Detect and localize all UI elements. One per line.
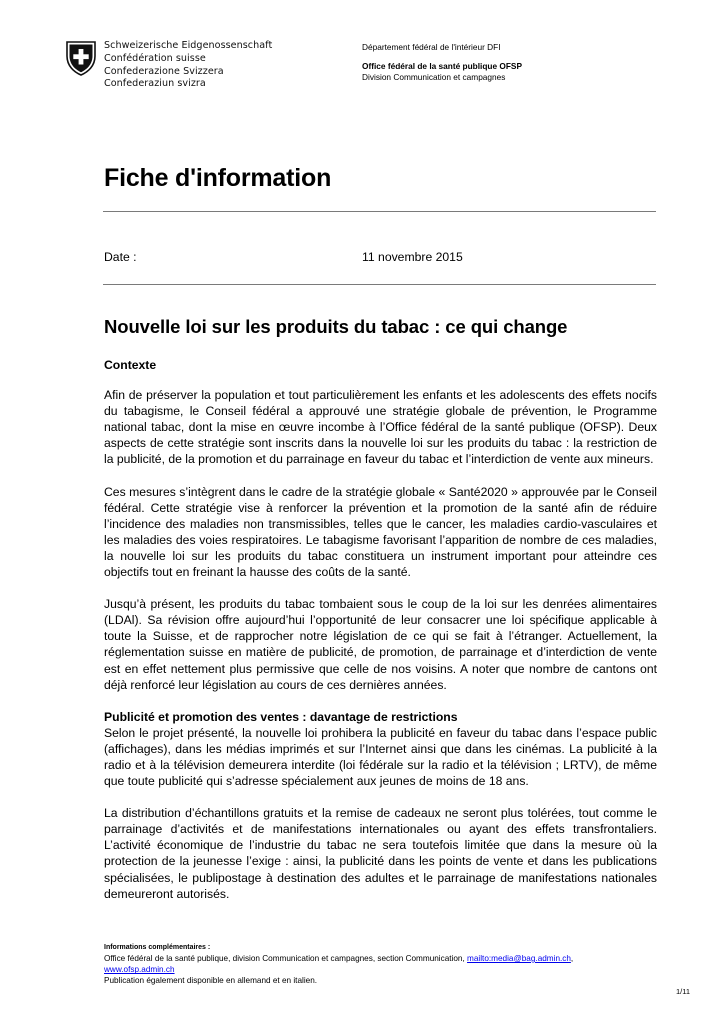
confederation-names [104, 40, 272, 91]
paragraph-context-3: Jusqu’à présent, les produits du tabac tombaient sous le coup de la loi sur les denrées alimentaires (LDAl). Sa révision offre aujourd’hui l’opportunité de leur consacrer une loi spécifique applicable à toute la Suisse, et de rapprocher notre législation de ce qui se fait à l’étranger. Actuellement, la réglementation suisse en matière de publicité, de promotion, de parrainage et d’interdiction de vente est en effet nettement plus permissive que celle de nos voisins. A noter que nombre de cantons ont déjà renforcé leur législation au cours de ces dernières années. [104, 597, 657, 692]
footer-contact-text: Office fédéral de la santé publique, division Communication et campagnes, section Communication, [104, 954, 468, 963]
division-name: Division Communication et campagnes [362, 72, 506, 82]
divider-bottom [103, 284, 656, 285]
divider-top [103, 211, 656, 212]
confederation-name-de: Schweizerische Eidgenossenschaft [104, 40, 273, 51]
paragraph-context-1: Afin de préserver la population et tout particulièrement les enfants et les adolescents des effets nocifs du tabagisme, le Conseil fédéral a approuvé une stratégie globale de prévention, le Programme national tabac, dont la mise en œuvre incombe à l’Office fédéral de la santé publique (OFSP). Deux aspects de cette stratégie sont inscrits dans la nouvelle loi sur les produits du tabac : la restriction de la publicité, de la promotion et du parrainage en faveur du tabac et l’interdiction de vente aux mineurs. [104, 388, 657, 467]
page-title: Fiche d'information [104, 164, 332, 192]
footer-contact-line [104, 953, 664, 964]
footer [104, 943, 664, 987]
email-link[interactable]: mailto:media@bag.admin.ch [467, 954, 571, 963]
confederation-name-rm: Confederaziun svizra [104, 78, 206, 90]
document-body [104, 357, 657, 902]
office-name: Office fédéral de la santé publique OFSP [362, 61, 522, 71]
page-number: 1/11 [676, 987, 691, 996]
section-heading-advertising: Publicité et promotion des ventes : davantage de restrictions [104, 709, 458, 724]
confederation-name-it: Confederazione Svizzera [104, 65, 224, 77]
website-link[interactable]: www.ofsp.admin.ch [104, 965, 175, 975]
section-heading-context: Contexte [104, 358, 157, 372]
confederation-name-fr: Confédération suisse [104, 52, 206, 64]
footer-comma: , [570, 954, 574, 963]
date-label: Date : [104, 250, 137, 264]
department-block [362, 42, 522, 83]
paragraph-advertising-1: Selon le projet présenté, la nouvelle loi prohibera la publicité en faveur du tabac dans l’espace public (affichages), dans les médias imprimés et sur l’Internet ainsi que dans les cinémas. La publicité à la radio et à la télévision demeurera interdite (loi fédérale sur la radio et la télévision ; LRTV), de même que toute publicité qui s’adresse spécialement aux jeunes de moins de 18 ans. [104, 725, 657, 789]
swiss-cross-logo [65, 40, 97, 76]
paragraph-advertising-2: La distribution d’échantillons gratuits et la remise de cadeaux ne seront plus tolérées, tout comme le parrainage d’activités et de manifestations internationales ou ayant des effets transfrontaliers. L’activité économique de l’industrie du tabac ne sera toutefois limitée que dans la mesure où la protection de la jeunesse l’exige : ainsi, la publicité dans les points de vente et dans les publications spécialisées, le publipostage à destination des adultes et le parrainage de manifestations nationales demeureront autorisés. [104, 806, 657, 901]
paragraph-context-2: Ces mesures s’intègrent dans le cadre de la stratégie globale « Santé2020 » approuvée par le Conseil fédéral. Cette stratégie vise à renforcer la prévention et la promotion de la santé afin de réduire l’incidence des maladies non transmissibles, telles que le cancer, les maladies cardio-vasculaires et les maladies des voies respiratoires. Le tabagisme favorisant l’apparition de nombre de ces maladies, la nouvelle loi sur les produits du tabac constituera un instrument important pour atteindre ces objectifs tout en freinant la hausse des coûts de la santé. [104, 484, 657, 580]
footer-heading: Informations complémentaires : [104, 944, 211, 951]
date-value: 11 novembre 2015 [362, 250, 463, 264]
footer-language-note: Publication également disponible en allemand et en italien. [104, 976, 318, 986]
department-name: Département fédéral de l'intérieur DFI [362, 42, 501, 52]
document-headline: Nouvelle loi sur les produits du tabac : ce qui change [104, 316, 568, 337]
